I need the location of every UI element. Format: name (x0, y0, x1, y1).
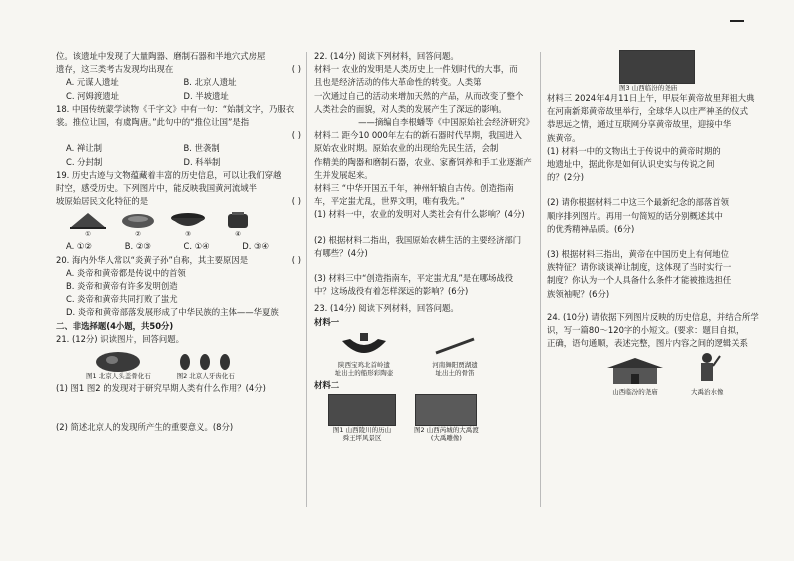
answer-space (314, 260, 534, 272)
q23-question: 顺序排列图片。再用一句简短的话分别概述其中 (547, 210, 723, 221)
q17-line: 遗存，这三类考古发现均出现在 (56, 64, 174, 75)
boat-pot-image (334, 331, 394, 361)
house-relic-image (66, 210, 110, 230)
option: A. 禅让制 (66, 143, 103, 154)
q17-options (56, 76, 301, 89)
q22-question: (3) 材料三中“创造指南车，平定蚩尤乱”是在哪场战役 (314, 273, 514, 284)
fig-caption: 图1 山西陵川的历山 (332, 426, 392, 435)
material-line: 材料二 距今10 000年左右的新石器时代早期，我国进入 (314, 130, 522, 141)
fig-label: ② (135, 230, 141, 239)
black-pottery-image (216, 210, 260, 230)
q19-line: 坡原始居民文化特征的是 (56, 196, 149, 207)
fig-caption: 图2 北京人牙齿化石 (176, 372, 235, 381)
fig-caption: 图3 山西临汾的尧庙 (619, 84, 678, 92)
material-source: ——摘编自李根蟠等《中国原始社会经济研究》 (358, 117, 534, 128)
material-line: 一次通过自己的活动来增加天然的产品，从而改变了整个 (314, 90, 524, 101)
fig-caption: 舜王坪风景区 (342, 434, 382, 443)
option: C. 炎帝和黄帝共同打败了蚩尤 (66, 294, 178, 305)
q23-question: 制度？你认为一个人具备什么条件才能被推选担任 (547, 275, 732, 286)
answer-space (547, 301, 787, 311)
fig-label: ④ (235, 230, 241, 239)
q23-question: 的优秀精神品质。(6分) (547, 223, 635, 234)
material-line: 作精美的陶器和磨制石器，农业、家畜饲养和手工业逐渐产 (314, 156, 532, 167)
q21-intro: 21. (12分) 识读图片，回答问题。 (56, 333, 184, 344)
material-line: 原始农业时期。原始农业的出现给先民生活，会制 (314, 143, 499, 154)
section-heading: 二、非选择题(4小题，共50分) (56, 320, 174, 331)
fig-caption: 图2 山西芮城的大禹渡 (414, 426, 479, 435)
option: A. ①② (66, 241, 92, 252)
fig-caption: 址出土的船形彩陶壶 (334, 368, 394, 377)
material-line: 材料一 农业的发明是人类历史上一件划时代的大事，而 (314, 64, 518, 75)
option: C. 河姆渡遗址 (66, 90, 120, 101)
option: C. ①④ (183, 241, 210, 252)
fig-caption: 址出土的骨笛 (435, 368, 475, 377)
material-line: 生并发展起来。 (314, 169, 373, 180)
answer-paren: ( ) (291, 64, 301, 75)
fig-caption: 图1 北京人头盖骨化石 (86, 372, 151, 381)
bone-flute-image (430, 331, 480, 361)
material-line: 族黄帝。 (547, 132, 581, 143)
q22-question: 有哪些？(4分) (314, 247, 368, 258)
q19-figures (56, 210, 301, 238)
material-line: 车，平定蚩尤乱，世界文明，唯有我先。” (314, 196, 465, 207)
option: B. 北京人遗址 (183, 77, 237, 88)
material-label: 材料一 (314, 316, 340, 327)
fig-label: ③ (185, 230, 191, 239)
fig-caption: (大禹雕像) (430, 434, 462, 443)
q23-question: 地遗址中，据此你是如何认识史实与传说之间 (547, 159, 715, 170)
fig-caption: 大禹治水像 (691, 388, 724, 397)
q17-options (56, 90, 301, 103)
answer-space (547, 236, 787, 248)
q22-question: (1) 材料一中，农业的发明对人类社会有什么影响？(4分) (314, 209, 525, 220)
material-line: 在河南新郑黄帝故里举行，全球华人以庄严神圣的仪式 (547, 106, 748, 117)
q18-options (56, 156, 301, 169)
option: B. ②③ (124, 241, 151, 252)
q23-question: 族领袖呢？(6分) (547, 288, 610, 299)
q24-line: 24. (10分) 请依据下列图片反映的历史信息，并结合所学 (547, 311, 759, 322)
material-line: 恭思远之情，通过互联网分享黄帝故里，迎接中华 (547, 119, 732, 130)
fig-label: ① (85, 230, 91, 239)
column-right (547, 50, 787, 398)
q21-question: (2) 简述北京人的发现所产生的重要意义。(8分) (56, 422, 234, 433)
answer-space (547, 184, 787, 196)
q21-figures (56, 348, 301, 380)
q20-line: 20. 海内外华人常以“炎黄子孙”自称，其主要原因是 (56, 254, 249, 265)
q23-question: (1) 材料一中的文物出土于传说中的黄帝时期的 (547, 145, 721, 156)
q23-question: 族特征？请你谈谈禅让制度，这体现了当时实行一 (547, 262, 732, 273)
q21-question: (1) 图1 图2 的发现对于研究早期人类有什么作用？(4分) (56, 383, 266, 394)
q24-line: 识，写一篇80～120字的小短文。(要求：题目自拟， (547, 325, 745, 336)
fig-caption: 陕西宝鸡北首岭遗 (338, 360, 390, 369)
answer-paren: ( ) (291, 130, 301, 141)
fig-caption: 山西临汾的尧庙 (612, 388, 658, 397)
material-label: 材料二 (314, 379, 340, 390)
column-left (56, 50, 301, 434)
page-mark (730, 20, 744, 22)
q24-line: 正确，语句通顺，表述完整，图片内容之间的逻辑关系 (547, 338, 748, 349)
material-line: 材料三 “中华开国五千年，神州轩辕自古传。创造指南 (314, 183, 514, 194)
material-line: 且也是经济活动的伟大革命性的转变。人类第 (314, 77, 482, 88)
q17-line: 位。该遗址中发现了大量陶器、磨制石器和半地穴式房屋 (56, 51, 266, 61)
q19-line: 19. 历史古迹与文物蕴藏着丰富的历史信息，可以让我们穿越 (56, 169, 282, 180)
answer-space (314, 222, 534, 234)
stone-tool-image (116, 210, 160, 230)
q18-line: 裳。推位让国，有虞陶唐。”此句中的“推位让国”是指 (56, 117, 250, 128)
material-line: 人类社会的面貌，对人类的发展产生了深远的影响。 (314, 103, 507, 114)
option: A. 炎帝和黄帝都是传说中的首领 (66, 267, 186, 278)
mountain-scenery-image (328, 394, 396, 426)
column-divider (306, 52, 307, 507)
fig-caption: 河南舞阳贾湖遗 (432, 360, 478, 369)
q19-line: 时空，感受历史。下列图片中，能反映我国黄河流域半 (56, 183, 257, 194)
yao-temple-image (619, 50, 695, 84)
option: C. 分封制 (66, 156, 103, 167)
q18-options (56, 142, 301, 155)
teeth-fossil-image (171, 348, 241, 372)
q24-figures (547, 352, 787, 396)
q22-question: 中？这场战役有着怎样深远的影响？(6分) (314, 286, 469, 297)
answer-paren: ( ) (291, 196, 301, 207)
dayu-statue-image (415, 394, 477, 426)
column-middle (314, 50, 534, 444)
column-divider (540, 52, 541, 507)
option: A. 元谋人遗址 (66, 77, 119, 88)
q22-question: (2) 根据材料二指出，我国原始农耕生活的主要经济部门 (314, 234, 522, 245)
pottery-bowl-image (166, 210, 210, 230)
option: D. ③④ (242, 241, 270, 252)
q23-intro: 23. (14分) 阅读下列材料，回答问题。 (314, 303, 459, 314)
material-line: 材料三 2024年4月11日上午，甲辰年黄帝故里拜祖大典 (547, 93, 755, 103)
q19-options (56, 240, 301, 253)
q18-line: 18. 中国传统蒙学读物《千字文》中有一句：“始制文字，乃服衣 (56, 103, 295, 114)
option: D. 科举制 (183, 156, 221, 167)
answer-paren: ( ) (291, 254, 301, 265)
yao-temple-image (603, 356, 667, 388)
q22-intro: 22. (14分) 阅读下列材料，回答问题。 (314, 51, 459, 61)
q23-question: (2) 请你根据材料二中这三个最新纪念的部落首领 (547, 197, 730, 208)
option: B. 炎帝和黄帝有许多发明创造 (66, 281, 178, 292)
dayu-figure-image (692, 352, 722, 388)
q23-question: (3) 根据材料三指出，黄帝在中国历史上有何地位 (547, 249, 730, 260)
q23-figures-1 (314, 331, 534, 377)
option: D. 炎帝和黄帝部落发展形成了中华民族的主体——华夏族 (66, 307, 279, 318)
skull-fossil-image (88, 348, 148, 372)
q23-question: 的？(2分) (547, 172, 584, 183)
q23-figures-2 (314, 394, 534, 442)
option: D. 半坡遗址 (183, 90, 229, 101)
answer-space (56, 395, 301, 421)
option: B. 世袭制 (183, 143, 220, 154)
